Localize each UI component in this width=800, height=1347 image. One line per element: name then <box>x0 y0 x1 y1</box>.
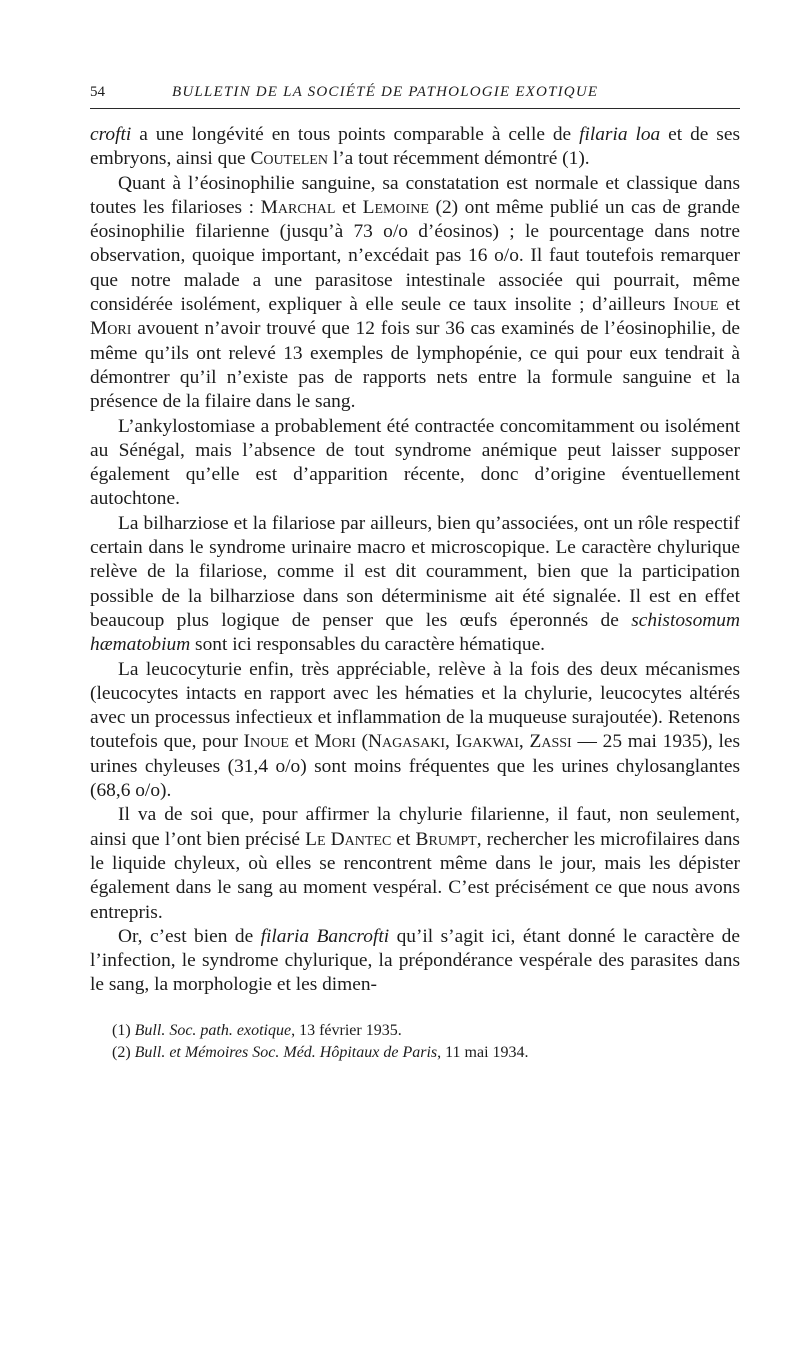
text-run: La leucocyturie enfin, très appréciable, relève à la fois des deux mécanismes (leucocytes intacts en rapport avec les hématies et la chylurie, leucocytes altérés avec un processus infectieux et inflammation de la muqueuse surajoutée). Retenons toutefois que, pour <box>90 658 740 753</box>
text-run: et <box>288 731 315 753</box>
text-run: Il va de soi que, pour affirmer la chylurie filarienne, il faut, non seulement, ainsi que l’ont bien précisé <box>90 804 740 850</box>
paragraph <box>90 415 740 512</box>
text-run: Quant à l’éosinophilie sanguine, sa constatation est normale et classique dans toutes les filarioses : <box>90 172 740 218</box>
text-run: (2) ont même publié un cas de grande éosinophilie filarienne (jusqu’à 73 o/o d’éosinos) ; le pourcentage dans notre observation, quoique important, n’excédait pas 16 o/o. Il faut toutefois remarquer que notre malade a une parasitose intestinale associée qui pourrait, même considérée isolément, expliquer à elle seule ce taux insolite ; d’ailleurs <box>90 196 740 316</box>
text-run: (2) <box>112 1043 135 1061</box>
author-name: Inoue <box>243 731 289 753</box>
footnote <box>112 1042 740 1064</box>
author-name: Brumpt <box>415 828 477 850</box>
paragraph <box>90 172 740 415</box>
text-run: avouent n’avoir trouvé que 12 fois sur 36 cas examinés de l’éosinophilie, de même qu’ils ont relevé 13 exemples de lymphopénie, ce qui pour eux tendrait à démontrer qu’il n’existe pas de rapports nets entre la formule sanguine et la présence de la filaire dans le sang. <box>90 318 740 413</box>
author-name: Coutelen <box>250 148 328 170</box>
footnotes <box>90 1020 740 1064</box>
text-run: , <box>518 731 530 753</box>
paragraph <box>90 803 740 924</box>
page-number: 54 <box>90 84 105 100</box>
paragraph <box>90 512 740 658</box>
author-name: Inoue <box>673 294 719 316</box>
author-name: Marchal <box>260 196 336 218</box>
paragraph <box>90 925 740 998</box>
author-name: Mori <box>314 731 356 753</box>
author-name: Zassi <box>529 731 572 753</box>
author-name: Le Dantec <box>305 828 392 850</box>
italic-term: Bull. Soc. path. exotique <box>134 1021 292 1039</box>
running-header <box>90 78 740 109</box>
italic-term: filaria Bancrofti <box>260 925 390 947</box>
journal-page <box>90 78 740 1064</box>
text-run: , <box>445 731 456 753</box>
italic-term: crofti <box>90 124 132 145</box>
text-run: — 25 mai 1935), les urines chyleuses (31,4 o/o) sont moins fréquentes que les urines chylosanglantes (68,6 o/o). <box>90 731 741 802</box>
author-name: Igakwai <box>455 731 519 753</box>
text-run: (1) <box>112 1021 135 1039</box>
italic-term: filaria loa <box>579 124 661 145</box>
text-run: et <box>391 828 416 850</box>
text-run: sont ici responsables du caractère hématique. <box>190 634 546 656</box>
text-run: L’ankylostomiase a probablement été contractée concomitamment ou isolément au Sénégal, mais l’absence de tout syndrome anémique peut laisser supposer également qu’elle est d’apparition récente, donc d’origine éventuellement autochtone. <box>90 415 740 510</box>
text-run: et <box>718 294 740 316</box>
body-text <box>90 123 740 998</box>
text-run: , 13 février 1935. <box>291 1021 402 1039</box>
text-run: l’a tout récemment démontré (1). <box>327 148 590 170</box>
italic-term: Bull. et Mémoires Soc. Méd. Hôpitaux de Paris <box>134 1043 438 1061</box>
text-run: Or, c’est bien de <box>118 925 261 947</box>
text-run: et de ses embryons, ainsi que <box>90 124 740 170</box>
footnote <box>112 1020 740 1042</box>
italic-term: schistosomum hæmatobium <box>90 609 740 656</box>
author-name: Nagasaki <box>368 731 446 753</box>
author-name: Lemoine <box>362 196 429 218</box>
text-run: et <box>335 196 363 218</box>
paragraph <box>90 123 740 172</box>
text-run: ( <box>355 731 369 753</box>
author-name: Mori <box>90 318 132 340</box>
paragraph <box>90 658 740 804</box>
text-run: , 11 mai 1934. <box>437 1043 529 1061</box>
text-run: , rechercher les microfilaires dans le liquide chyleux, où elles se rencontrent même dans le jour, mais les dépister également dans le sang au moment vespéral. C’est précisément ce que nous avons entrepris. <box>90 828 740 923</box>
text-run: qu’il s’agit ici, étant donné le caractère de l’infection, le syndrome chylurique, la prépondérance vespérale des parasites dans le sang, la morphologie et les dimen- <box>90 925 740 996</box>
text-run: a une longévité en tous points comparable à celle de <box>131 124 580 145</box>
text-run: La bilharziose et la filariose par ailleurs, bien qu’associées, ont un rôle respectif certain dans le syndrome urinaire macro et microscopique. Le caractère chylurique relève de la filariose, comme il est dit couramment, bien que la participation possible de la bilharziose dans son déterminisme ait été signalée. Il est en effet beaucoup plus logique de penser que les œufs éperonnés de <box>90 512 740 631</box>
running-title: BULLETIN DE LA SOCIÉTÉ DE PATHOLOGIE EXOTIQUE <box>172 84 599 100</box>
